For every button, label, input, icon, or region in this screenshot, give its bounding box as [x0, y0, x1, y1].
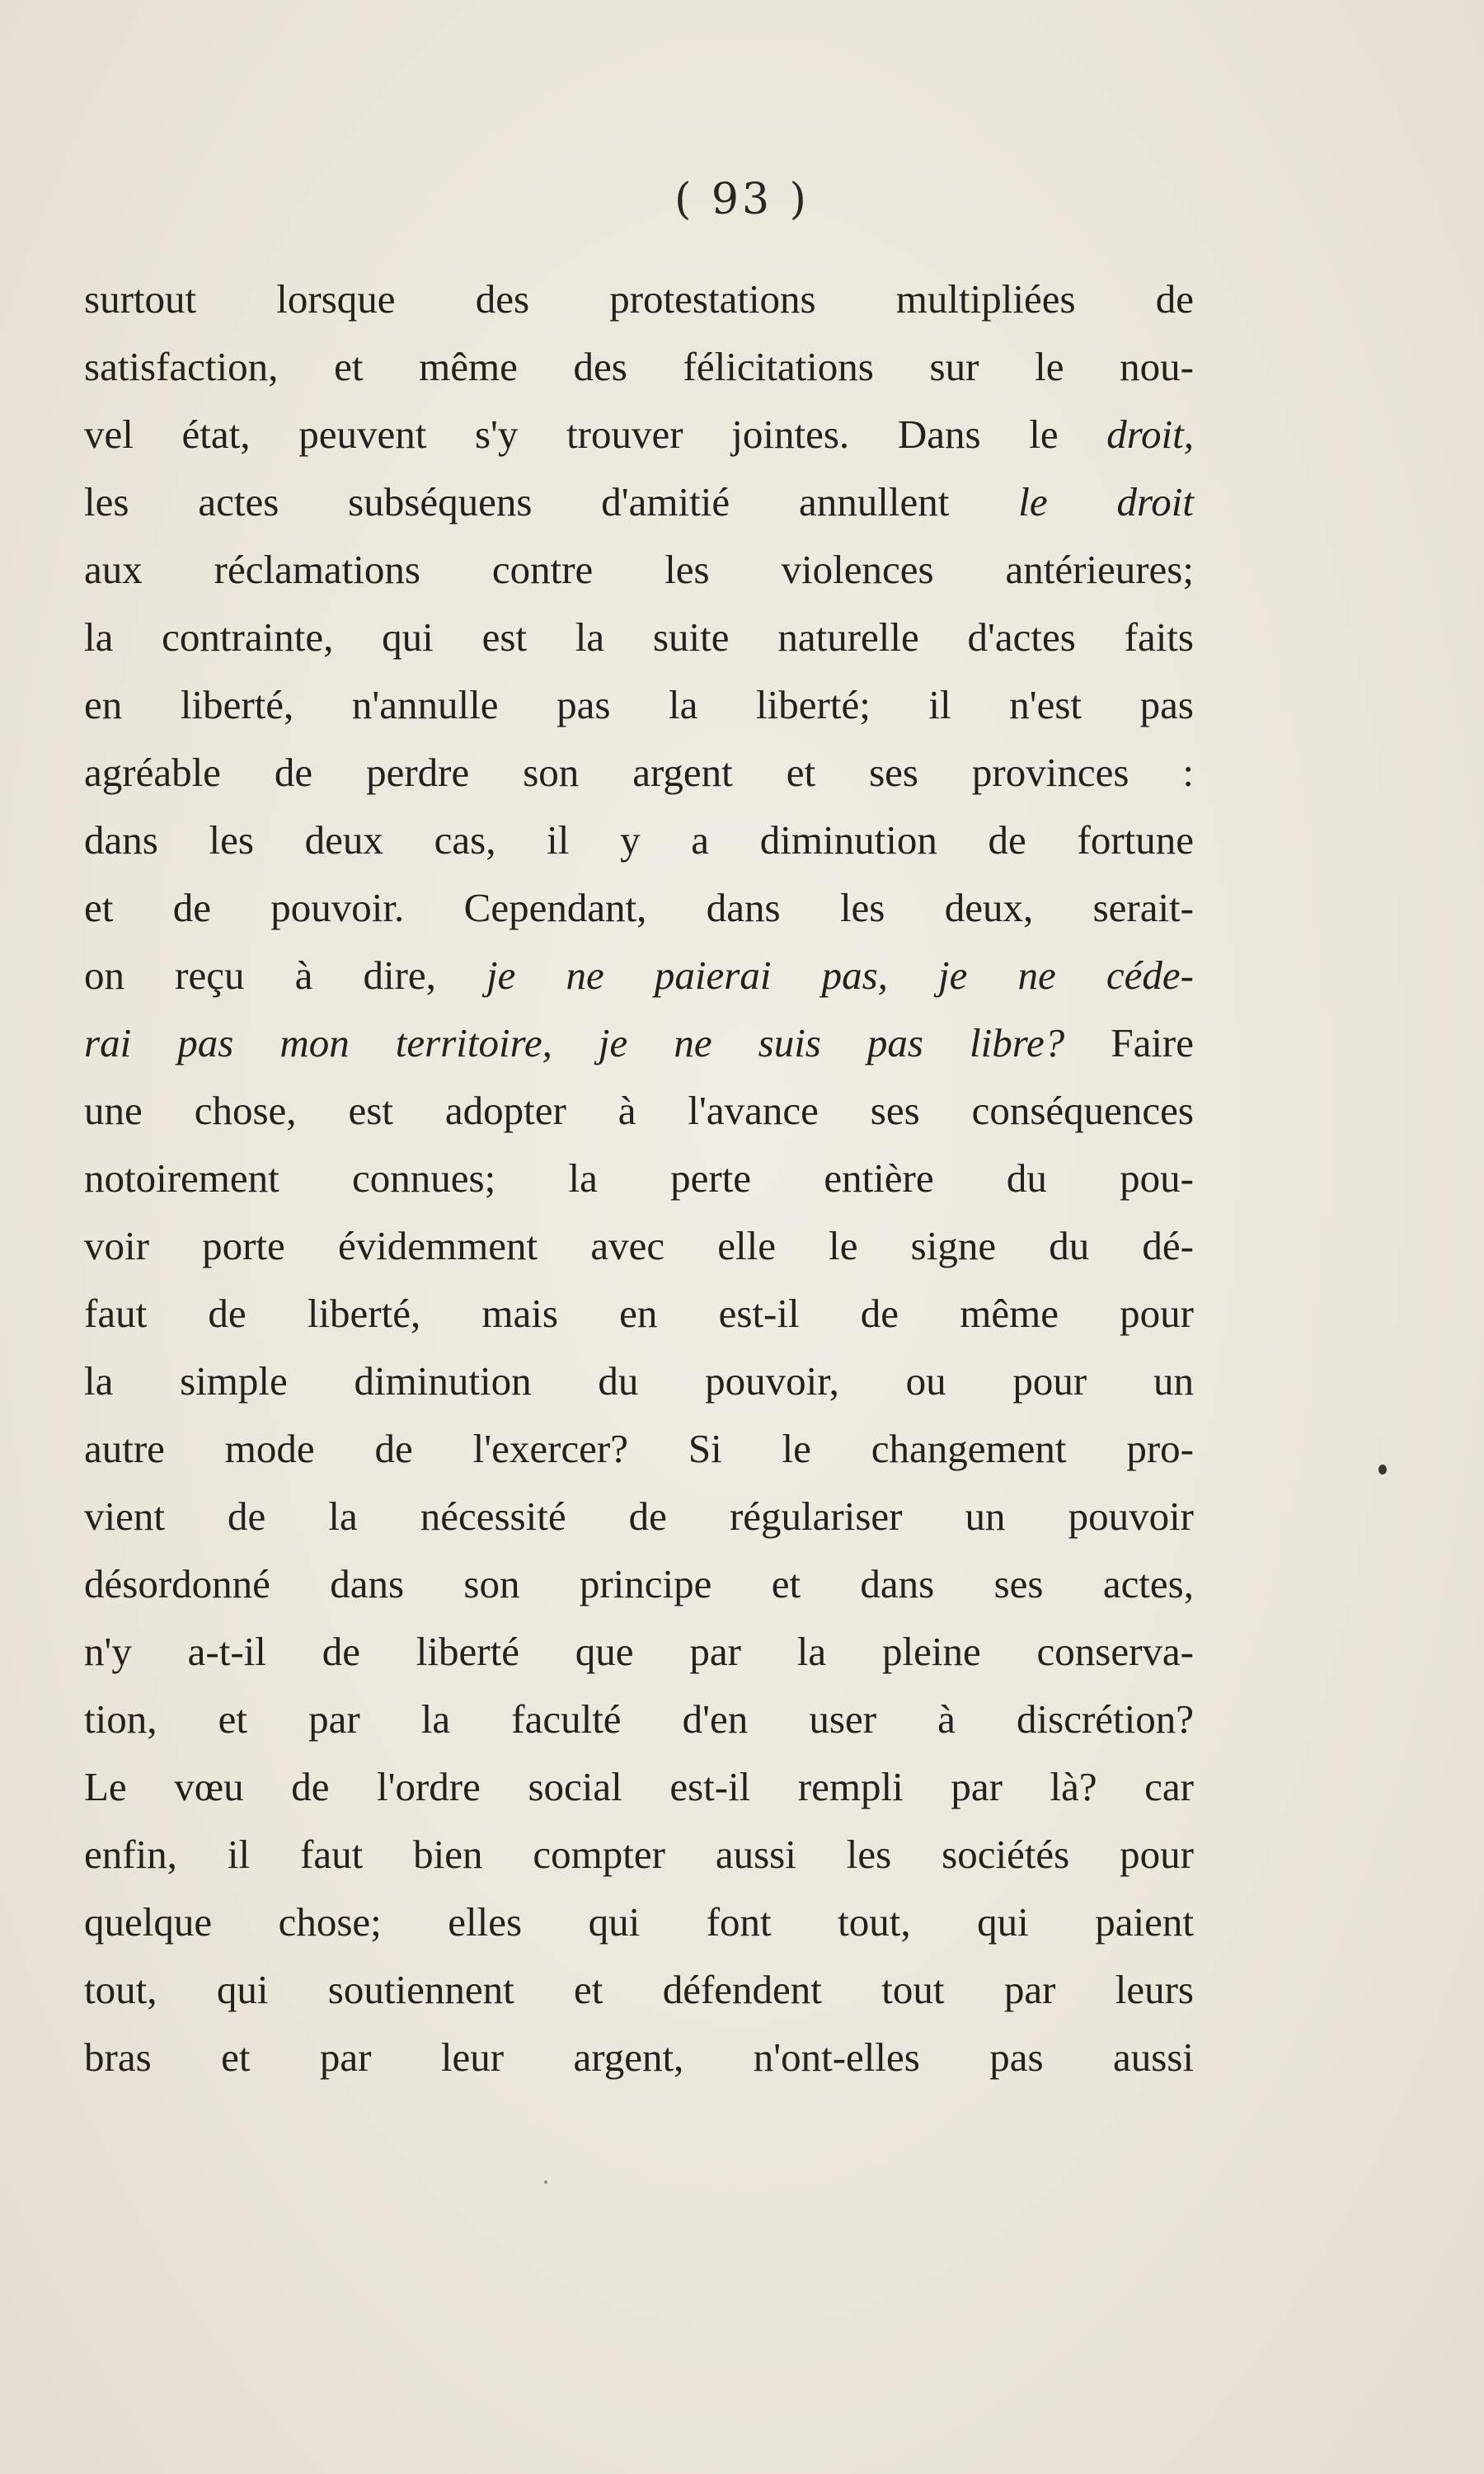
text-line — [84, 1888, 1194, 1956]
text-segment: quelque chose; elles qui font tout, qui paient — [84, 1899, 1194, 1945]
italic-text: droit, — [1106, 412, 1194, 457]
text-line — [84, 468, 1194, 536]
text-segment: tout, qui soutiennent et défendent tout par leurs — [84, 1967, 1194, 2012]
text-line — [84, 1415, 1194, 1483]
text-line — [84, 266, 1194, 333]
text-line — [84, 2024, 1194, 2091]
text-segment: notoirement connues; la perte entière du pou- — [84, 1155, 1194, 1201]
text-line — [84, 333, 1194, 401]
text-segment: enfin, il faut bien compter aussi les sociétés pour — [84, 1832, 1194, 1877]
text-segment: dans les deux cas, il y a diminution de fortune — [84, 817, 1194, 863]
text-line — [84, 1956, 1194, 2024]
text-line — [84, 1009, 1194, 1077]
text-segment: bras et par leur argent, n'ont-elles pas aussi — [84, 2034, 1194, 2080]
text-line — [84, 401, 1194, 468]
text-line — [84, 1280, 1194, 1348]
text-segment: la simple diminution du pouvoir, ou pour un — [84, 1358, 1194, 1404]
text-line — [84, 1212, 1194, 1280]
text-segment: voir porte évidemment avec elle le signe du dé- — [84, 1223, 1194, 1268]
text-segment: surtout lorsque des protestations multipliées de — [84, 276, 1194, 322]
text-segment: vient de la nécessité de régulariser un pouvoir — [84, 1493, 1194, 1539]
text-segment: faut de liberté, mais en est-il de même pour — [84, 1291, 1194, 1336]
text-segment: et de pouvoir. Cependant, dans les deux, serait- — [84, 885, 1194, 930]
text-segment: n'y a-t-il de liberté que par la pleine conserva- — [84, 1629, 1194, 1674]
text-segment: les actes subséquens d'amitié annullent — [84, 479, 1019, 524]
text-segment: une chose, est adopter à l'avance ses conséquences — [84, 1088, 1194, 1133]
text-segment: aux réclamations contre les violences antérieures; — [84, 547, 1194, 592]
text-segment: désordonné dans son principe et dans ses actes, — [84, 1561, 1194, 1606]
text-segment: on reçu à dire, — [84, 952, 487, 998]
italic-text: rai pas mon territoire, je ne suis pas libre? — [84, 1020, 1065, 1065]
text-line — [84, 671, 1194, 739]
text-line — [84, 1483, 1194, 1550]
body-text — [84, 266, 1194, 2091]
text-line — [84, 1753, 1194, 1821]
italic-text: je ne paierai pas, je ne céde- — [486, 952, 1194, 998]
text-segment: tion, et par la faculté d'en user à discrétion? — [84, 1696, 1194, 1742]
text-line — [84, 1348, 1194, 1415]
text-segment: en liberté, n'annulle pas la liberté; il n'est pas — [84, 682, 1194, 727]
text-segment: la contrainte, qui est la suite naturelle d'actes faits — [84, 614, 1194, 660]
text-segment: satisfaction, et même des félicitations sur le nou- — [84, 344, 1194, 389]
text-line — [84, 1821, 1194, 1888]
ink-speck — [1378, 1465, 1387, 1475]
text-line — [84, 1550, 1194, 1618]
text-segment: Faire — [1064, 1020, 1194, 1065]
text-line — [84, 1686, 1194, 1753]
text-segment: autre mode de l'exercer? Si le changement pro- — [84, 1426, 1194, 1471]
text-segment: vel état, peuvent s'y trouver jointes. Dans le — [84, 412, 1107, 457]
text-line — [84, 942, 1194, 1009]
text-line — [84, 1145, 1194, 1212]
text-line — [84, 874, 1194, 942]
text-segment: Le vœu de l'ordre social est-il rempli par là? car — [84, 1764, 1194, 1809]
text-line — [84, 1077, 1194, 1145]
text-line — [84, 604, 1194, 671]
text-segment: agréable de perdre son argent et ses provinces : — [84, 750, 1194, 795]
text-line — [84, 1618, 1194, 1686]
italic-text: le droit — [1018, 479, 1195, 524]
ink-speck — [544, 2180, 547, 2184]
text-line — [84, 807, 1194, 874]
page-number: ( 93 ) — [674, 175, 810, 224]
text-line — [84, 536, 1194, 604]
text-line — [84, 739, 1194, 807]
